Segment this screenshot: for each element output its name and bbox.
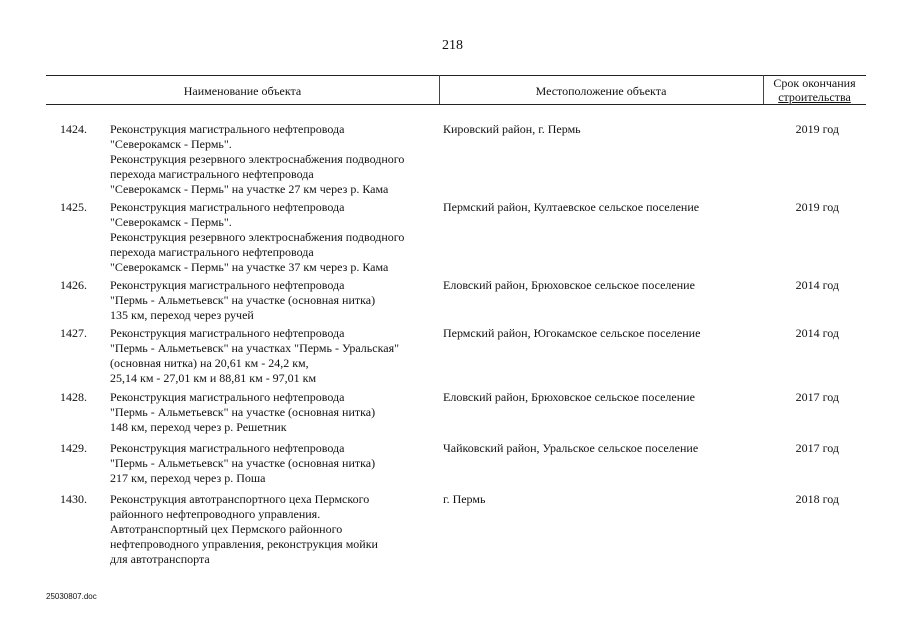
object-location: Кировский район, г. Пермь [443,122,581,136]
object-name-line: перехода магистрального нефтепровода [110,167,314,181]
object-name-line: "Северокамск - Пермь" на участке 37 км через р. Кама [110,260,389,274]
object-location: г. Пермь [443,492,486,506]
object-name-line: (основная нитка) на 20,61 км - 24,2 км, [110,356,309,370]
object-name-line: районного нефтепроводного управления. [110,507,321,521]
object-name-line: Автотранспортный цех Пермского районного [110,522,343,536]
object-location: Чайковский район, Уральское сельское поселение [443,441,699,455]
object-name [110,278,440,323]
row-number: 1429. [60,441,87,455]
row-number: 1426. [60,278,87,292]
object-name-line: Реконструкция автотранспортного цеха Пермского [110,492,370,506]
completion-year: 2014 год [795,278,839,292]
object-name-line: Реконструкция магистрального нефтепровода [110,441,345,455]
object-name-line: Реконструкция резервного электроснабжения подводного [110,230,405,244]
object-name-line: "Пермь - Альметьевск" на участках "Пермь - Уральская" [110,341,399,355]
completion-year: 2019 год [795,200,839,214]
object-name [110,492,440,567]
completion-year: 2019 год [795,122,839,136]
object-name-line: Реконструкция магистрального нефтепровода [110,200,345,214]
object-name-line: перехода магистрального нефтепровода [110,245,314,259]
object-name [110,441,440,486]
object-name-line: 148 км, переход через р. Решетник [110,420,287,434]
object-name [110,122,440,197]
row-number: 1425. [60,200,87,214]
header-rule-top [46,75,866,76]
deadline-header-line1: Срок окончания [773,76,856,90]
object-name-line: 217 км, переход через р. Поша [110,471,266,485]
object-name-line: "Пермь - Альметьевск" на участке (основная нитка) [110,293,376,307]
object-location: Еловский район, Брюховское сельское поселение [443,390,695,404]
object-name-line: для автотранспорта [110,552,210,566]
object-name-line: "Пермь - Альметьевск" на участке (основная нитка) [110,405,376,419]
row-number: 1430. [60,492,87,506]
object-name-line: "Северокамск - Пермь". [110,215,232,229]
table-header-name: Наименование объекта [183,84,302,98]
object-name-line: Реконструкция магистрального нефтепровода [110,122,345,136]
completion-year: 2014 год [795,326,839,340]
object-location: Пермский район, Югокамское сельское поселение [443,326,701,340]
page-number: 218 [442,38,463,53]
completion-year: 2017 год [795,390,839,404]
object-location: Пермский район, Култаевское сельское поселение [443,200,700,214]
object-name-line: 25,14 км - 27,01 км и 88,81 км - 97,01 км [110,371,317,385]
object-name-line: "Северокамск - Пермь". [110,137,232,151]
table-header-deadline [763,76,866,104]
object-name-line: Реконструкция магистрального нефтепровода [110,278,345,292]
completion-year: 2018 год [795,492,839,506]
object-name-line: Реконструкция магистрального нефтепровода [110,326,345,340]
footer-filename: 25030807.doc [46,592,97,601]
object-name-line: "Северокамск - Пермь" на участке 27 км через р. Кама [110,182,389,196]
object-location: Еловский район, Брюховское сельское поселение [443,278,695,292]
row-number: 1428. [60,390,87,404]
deadline-header-line2: строительства [778,90,851,104]
object-name [110,326,440,386]
header-rule-bottom [46,104,866,105]
object-name-line: Реконструкция резервного электроснабжения подводного [110,152,405,166]
object-name-line: Реконструкция магистрального нефтепровода [110,390,345,404]
completion-year: 2017 год [795,441,839,455]
object-name [110,200,440,275]
row-number: 1424. [60,122,87,136]
object-name-line: нефтепроводного управления, реконструкция мойки [110,537,378,551]
object-name-line: "Пермь - Альметьевск" на участке (основная нитка) [110,456,376,470]
row-number: 1427. [60,326,87,340]
object-name [110,390,440,435]
table-header-location: Местоположение объекта [535,84,667,98]
object-name-line: 135 км, переход через ручей [110,308,254,322]
